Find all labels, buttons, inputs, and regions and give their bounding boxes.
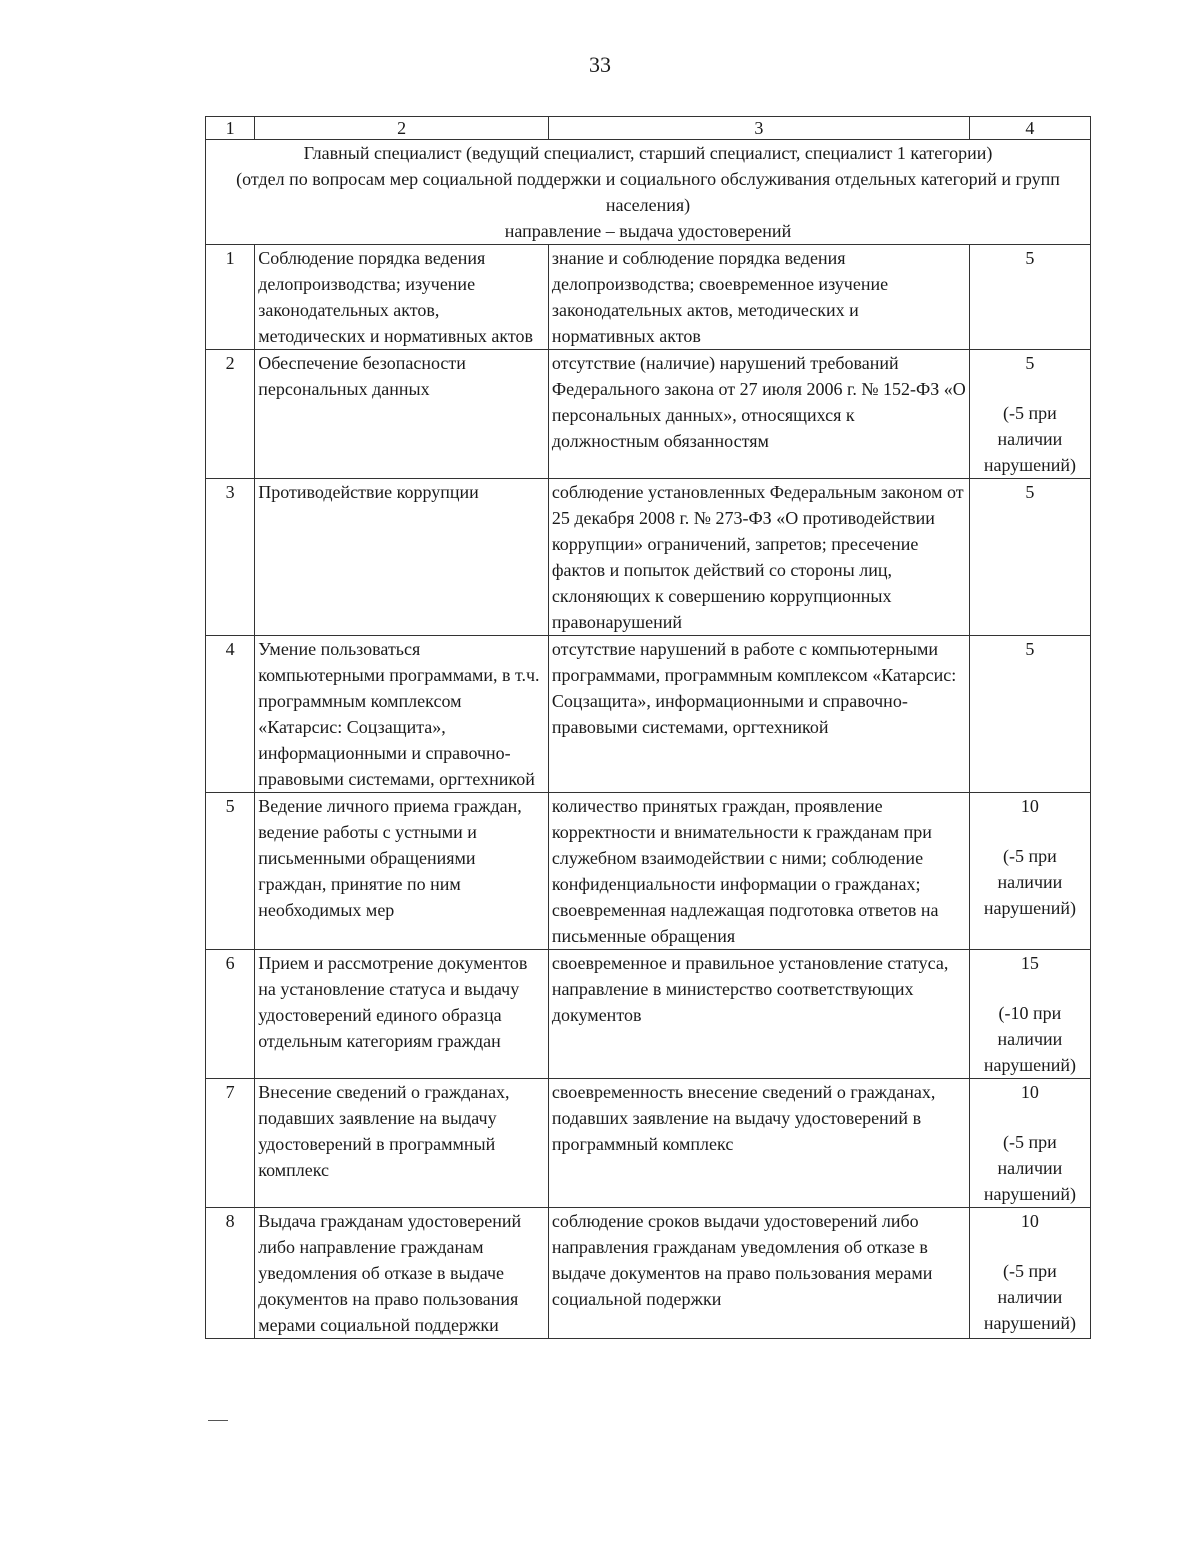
table-row [206,1208,1091,1339]
score-cell [969,950,1090,1079]
criterion-cell: соблюдение сроков выдачи удостоверений либо направления гражданам уведомления об отказе в выдаче документов на право пользования мерами социальной подержки [548,1208,969,1339]
score-penalty-note: (-5 при наличии нарушений) [983,403,1076,475]
score-cell [969,479,1090,636]
score-value: 5 [1025,482,1035,502]
indicator-name-cell: Выдача гражданам удостоверений либо направление гражданам уведомления об отказе в выдаче документов на право пользования мерами социальной поддержки [255,1208,549,1339]
table-row [206,350,1091,479]
header-cell-4: 4 [969,117,1090,140]
score-cell [969,1079,1090,1208]
header-cell-3: 3 [548,117,969,140]
criterion-cell: отсутствие (наличие) нарушений требований Федерального закона от 27 июля 2006 г. № 152-ФЗ «О персональных данных», относящихся к должностным обязанностям [548,350,969,479]
indicator-name-cell: Обеспечение безопасности персональных данных [255,350,549,479]
score-penalty-note: (-5 при наличии нарушений) [983,1261,1076,1333]
criterion-cell: отсутствие нарушений в работе с компьютерными программами, программным комплексом «Катарсис: Соцзащита», информационными и справочно-правовыми системами, оргтехникой [548,636,969,793]
row-number-cell: 1 [206,245,255,350]
table-row [206,636,1091,793]
criterion-cell: количество принятых граждан, проявление корректности и внимательности к гражданам при служебном взаимодействии с ними; соблюдение конфиденциальности информации о гражданах; своевременная надлежащая подготовка ответов на письменные обращения [548,793,969,950]
score-value: 15 [1020,953,1039,973]
score-value: 10 [1020,796,1039,816]
score-cell [969,636,1090,793]
row-number-cell: 4 [206,636,255,793]
margin-mark [208,1420,228,1421]
row-number-cell: 3 [206,479,255,636]
indicator-name-cell: Противодействие коррупции [255,479,549,636]
section-title-position: Главный специалист (ведущий специалист, старший специалист, специалист 1 категории) [303,143,993,163]
table-row [206,1079,1091,1208]
indicator-name-cell: Умение пользоваться компьютерными программами, в т.ч. программным комплексом «Катарсис: Соцзащита», информационными и справочно-правовыми системами, оргтехникой [255,636,549,793]
score-value: 5 [1025,248,1035,268]
header-cell-2: 2 [255,117,549,140]
criterion-cell: знание и соблюдение порядка ведения делопроизводства; своевременное изучение законодательных актов, методических и нормативных актов [548,245,969,350]
score-cell [969,245,1090,350]
header-row [206,117,1091,140]
table-row [206,950,1091,1079]
score-penalty-note: (-10 при наличии нарушений) [983,1003,1076,1075]
header-cell-1: 1 [206,117,255,140]
score-value: 5 [1025,639,1035,659]
section-heading [206,140,1091,245]
section-row [206,140,1091,245]
row-number-cell: 7 [206,1079,255,1208]
score-penalty-note: (-5 при наличии нарушений) [983,846,1076,918]
criterion-cell: своевременность внесение сведений о гражданах, подавших заявление на выдачу удостоверений в программный комплекс [548,1079,969,1208]
table-row [206,793,1091,950]
indicator-name-cell: Ведение личного приема граждан, ведение работы с устными и письменными обращениями граждан, принятие по ним необходимых мер [255,793,549,950]
score-value: 10 [1020,1082,1039,1102]
score-cell [969,350,1090,479]
score-value: 10 [1020,1211,1039,1231]
score-cell [969,1208,1090,1339]
row-number-cell: 8 [206,1208,255,1339]
indicator-name-cell: Соблюдение порядка ведения делопроизводства; изучение законодательных актов, методических и нормативных актов [255,245,549,350]
criterion-cell: соблюдение установленных Федеральным законом от 25 декабря 2008 г. № 273-ФЗ «О противодействии коррупции» ограничений, запретов; пресечение фактов и попыток действий со стороны лиц, склоняющих к совершению коррупционных правонарушений [548,479,969,636]
indicator-name-cell: Внесение сведений о гражданах, подавших заявление на выдачу удостоверений в программный комплекс [255,1079,549,1208]
criterion-cell: своевременное и правильное установление статуса, направление в министерство соответствующих документов [548,950,969,1079]
table-row [206,479,1091,636]
indicator-name-cell: Прием и рассмотрение документов на установление статуса и выдачу удостоверений единого образца отдельным категориям граждан [255,950,549,1079]
table-row [206,245,1091,350]
section-title-department: (отдел по вопросам мер социальной поддержки и социального обслуживания отдельных категорий и групп населения) [236,169,1060,215]
page-number: 33 [589,52,611,77]
section-title-direction: направление – выдача удостоверений [504,221,792,241]
score-penalty-note: (-5 при наличии нарушений) [983,1132,1076,1204]
row-number-cell: 5 [206,793,255,950]
score-value: 5 [1025,353,1035,373]
score-cell [969,793,1090,950]
row-number-cell: 6 [206,950,255,1079]
row-number-cell: 2 [206,350,255,479]
criteria-table [205,116,1091,1339]
